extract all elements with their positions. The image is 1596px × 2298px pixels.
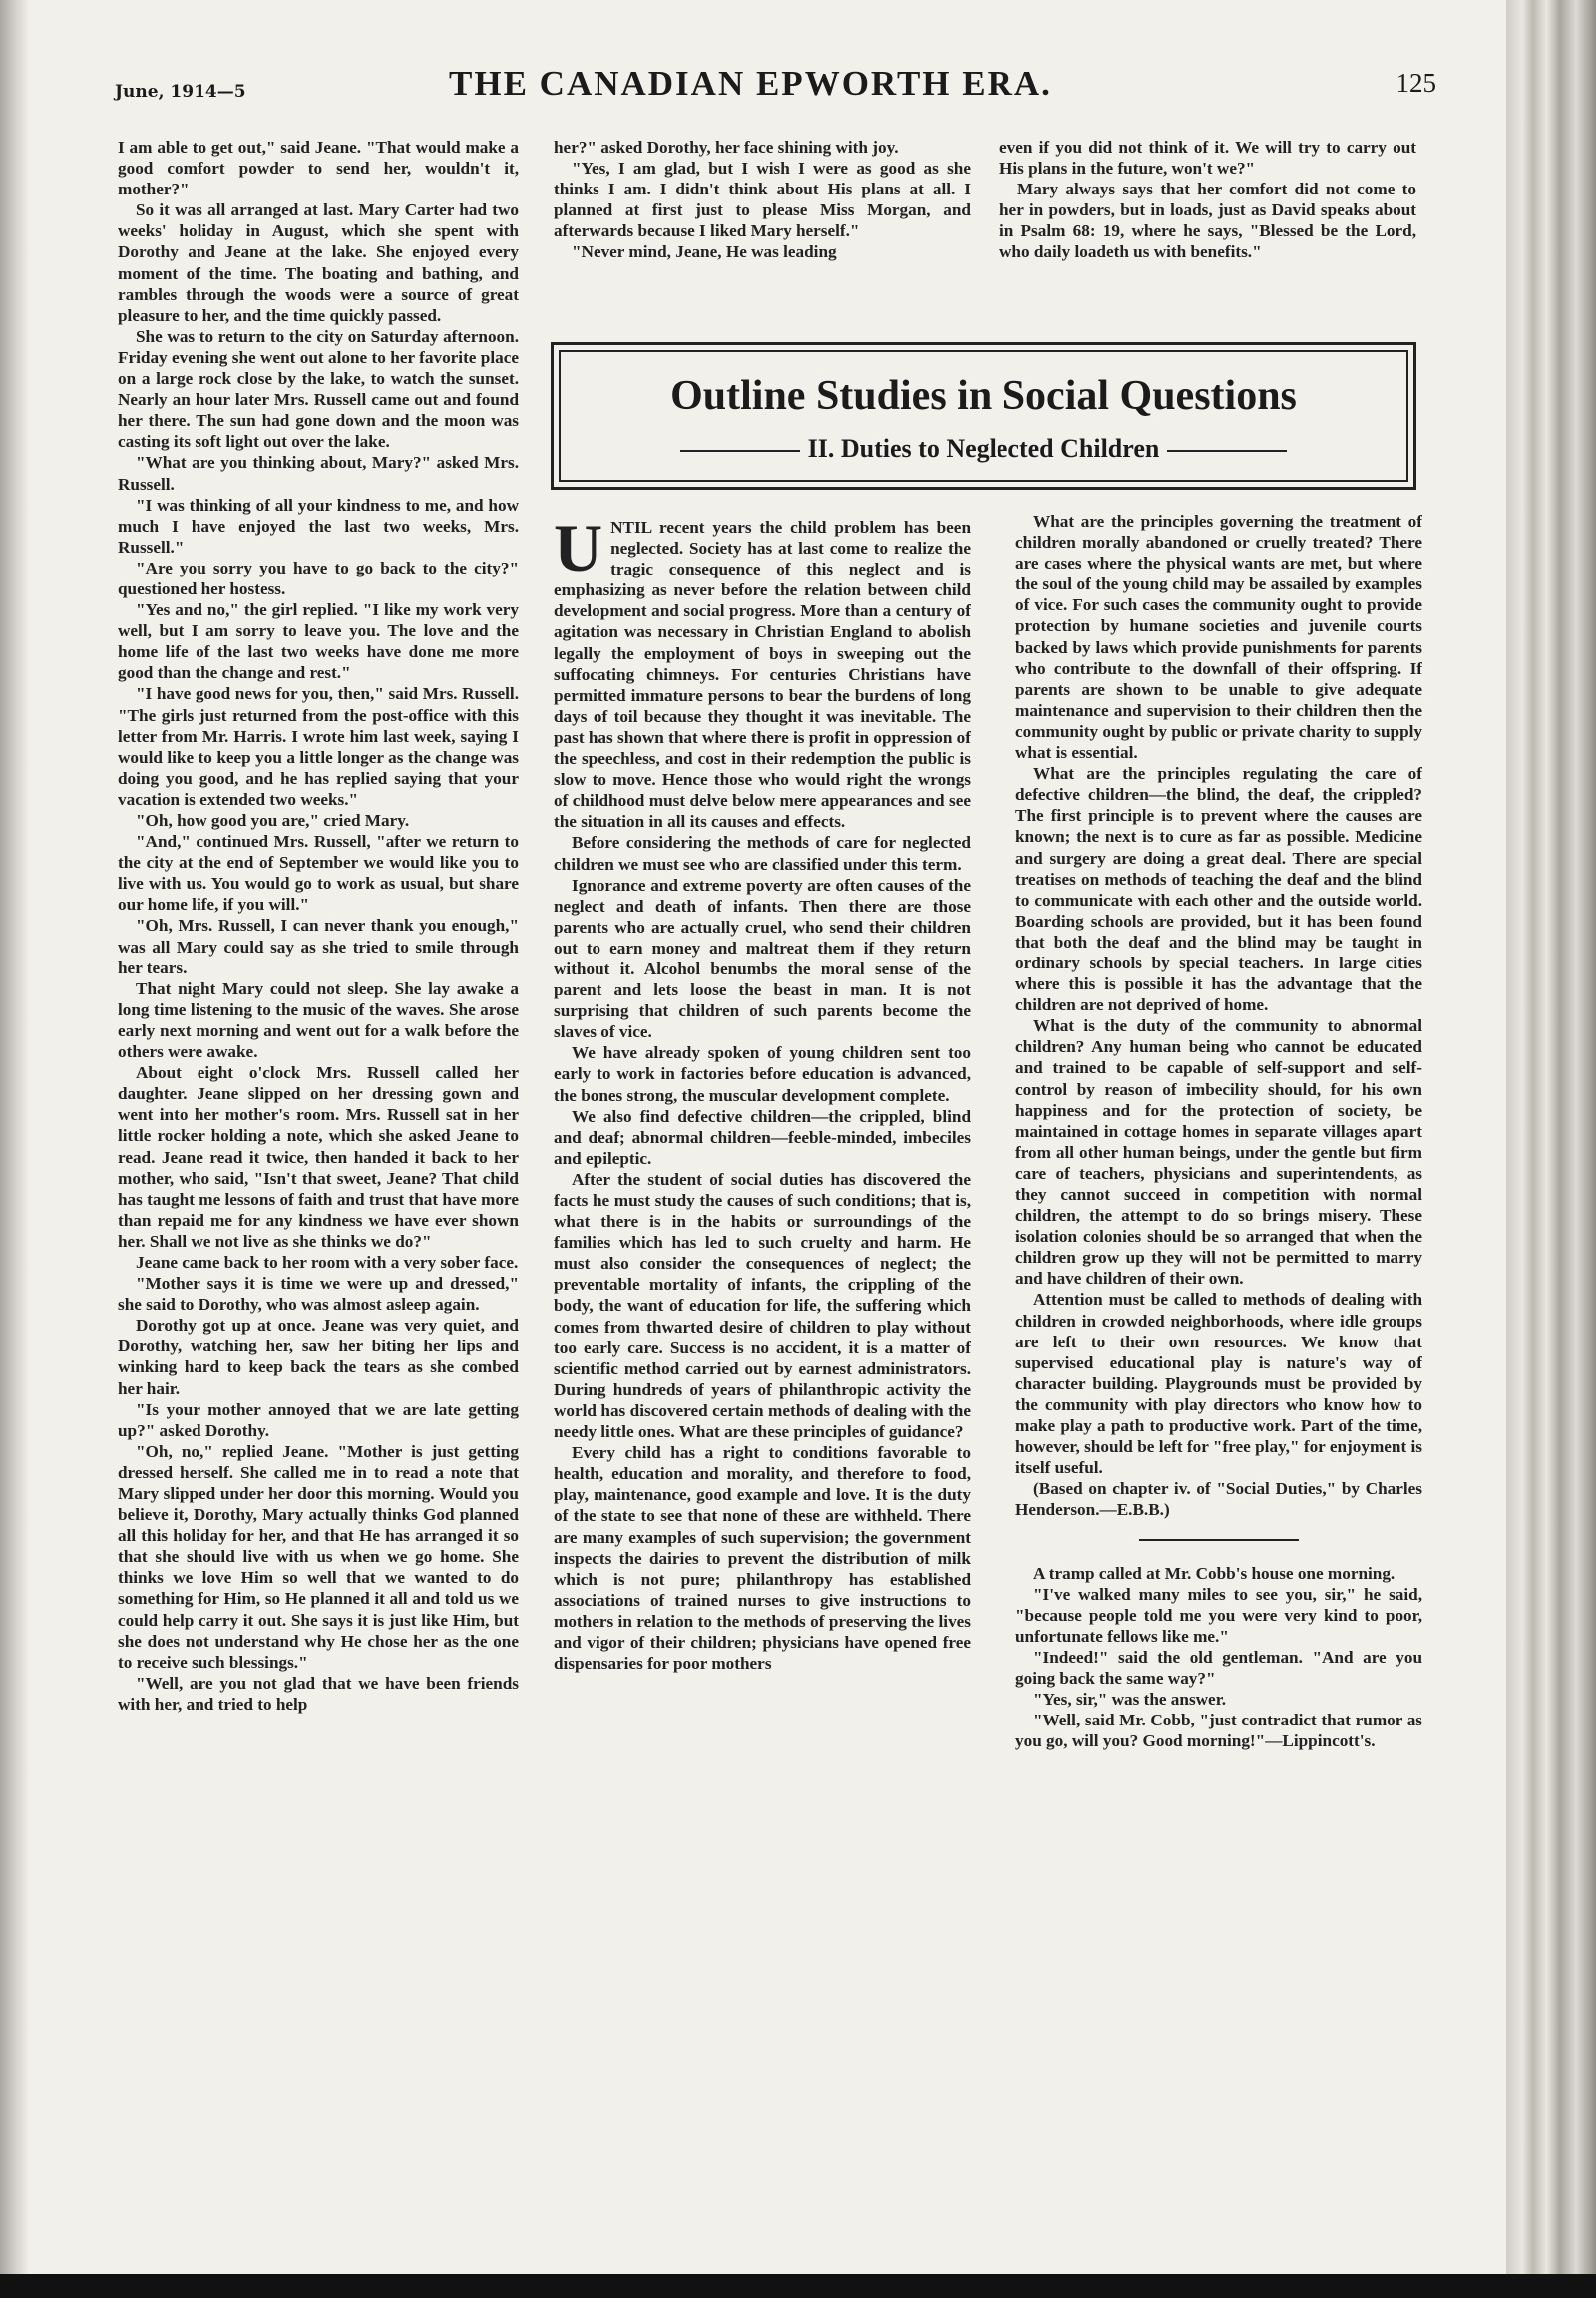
paragraph: "I was thinking of all your kindness to me, and how much I have enjoyed the last two weeks, Mrs. Russell." <box>118 495 519 557</box>
paragraph: What are the principles regulating the care of defective children—the blind, the deaf, the crippled? The first principle is to prevent where the causes are known; the next is to cure as far as possible. Medicine and surgery are doing a great deal. There are special treatises on methods of teaching the deaf and the blind to communicate with each other and the outside world. Boarding schools are provided, but it has been found that both the deaf and the blind may be taught in ordinary schools by special teachers. In large cities where this is possible it has the advantage that the children are not deprived of home. <box>1015 764 1422 1015</box>
subtitle-rule-right <box>1167 450 1287 452</box>
paragraph: Mary always says that her comfort did not come to her in powders, but in loads, just as David speaks about in Psalm 68: 19, where he says, "Blessed be the Lord, who daily loadeth us with benefits." <box>999 180 1416 262</box>
paragraph: "And," continued Mrs. Russell, "after we return to the city at the end of September we would like you to live with us. You would go to work as usual, but share our home life, if you will." <box>118 832 519 915</box>
anecdote-paragraph: A tramp called at Mr. Cobb's house one morning. <box>1033 1563 1396 1583</box>
paragraph: I am able to get out," said Jeane. "That would make a good comfort powder to send her, wouldn't it, mother?" <box>118 138 519 199</box>
paragraph: So it was all arranged at last. Mary Carter had two weeks' holiday in August, which she spent with Dorothy and Jeane at the lake. She enjoyed every moment of the time. The boating and bathing, and rambles through the woods were a source of great pleasure to her, and the time quickly passed. <box>118 200 519 325</box>
drop-cap: U <box>554 517 603 585</box>
paragraph: After the student of social duties has discovered the facts he must study the causes of such conditions; that is, what there is in the habits or surroundings of the families which has led to such cruelty and harm. He must also consider the consequences of neglect; the preventable mortality of infants, the crippling of the body, the want of education for life, the suffering which comes from thwarted desire of children to play without too early care. Success is no accident, it is a matter of scientific method carried out by earnest administrators. During hundreds of years of philanthropic activity the world has discovered certain methods of dealing with the needy little ones. What are these principles of guidance? <box>554 1169 971 1442</box>
paragraph: "Yes and no," the girl replied. "I like my work very well, but I am sorry to leave you. The love and the home life of the last two weeks have done me more good than the change and rest." <box>118 600 519 683</box>
paragraph-text: NTIL recent years the child problem has been neglected. Society has at last come to realize the tragic consequence of this neglect and is emphasizing as never before the relation between child development and social progress. More than a century of agitation was necessary in Christian England to abolish legally the employment of boys in sweeping out the suffocating chimneys. For centuries Christians have permitted immature persons to bear the burdens of long days of toil because they thought it was inevitable. The past has shown that where there is profit in oppression of the speechless, and cost in their redemption the public is slow to move. Hence those who would right the wrongs of childhood must delve below mere appearances and see the situation in all its causes and effects. <box>554 518 971 832</box>
anecdote-paragraph: "I've walked many miles to see you, sir," he said, "because people told me you were very kind to poor, unfortunate fellows like me." <box>1015 1584 1422 1646</box>
paragraph: Attention must be called to methods of dealing with children in crowded neighborhoods, where idle groups are left to their own resources. We know that supervised educational play is nature's way of character building. Playgrounds must be provided by the community with play directors who know how to make play a path to productive work. Part of the time, however, should be left for "free play," for enjoyment is itself useful. <box>1015 1290 1422 1478</box>
paragraph: "Yes, I am glad, but I wish I were as good as she thinks I am. I didn't think about His plans at all. I planned at first just to please Miss Morgan, and afterwards because I liked Mary herself." <box>554 159 971 241</box>
anecdote-paragraph: "Yes, sir," was the answer. <box>1033 1690 1227 1710</box>
title-box-inner-border <box>559 350 1408 482</box>
anecdote-paragraph: "Indeed!" said the old gentleman. "And are you going back the same way?" <box>1015 1647 1422 1688</box>
paragraph: Dorothy got up at once. Jeane was very quiet, and Dorothy, watching her, saw her biting her lips and winking hard to keep back the tears as she combed her hair. <box>118 1316 519 1398</box>
story-column-1 <box>118 137 519 2261</box>
anecdote-paragraph: "Well, said Mr. Cobb, "just contradict that rumor as you go, will you? Good morning!"—Lippincott's. <box>1015 1711 1422 1751</box>
paragraph: "Is your mother annoyed that we are late getting up?" asked Dorothy. <box>118 1399 519 1440</box>
paragraph: Before considering the methods of care for neglected children we must see who are classified under this term. <box>554 833 971 874</box>
paragraph: her?" asked Dorothy, her face shining with joy. <box>554 138 899 157</box>
binding-shadow <box>0 0 30 2298</box>
paragraph: "Are you sorry you have to go back to the city?" questioned her hostess. <box>118 558 519 598</box>
magazine-title: THE CANADIAN EPWORTH ERA. <box>449 64 1052 103</box>
paragraph: About eight o'clock Mrs. Russell called her daughter. Jeane slipped on her dressing gown and went into her mother's room. Mrs. Russell sat in her little rocker holding a note, which she asked Jeane to read. Jeane read it twice, then handed it back to her mother, who said, "Isn't that sweet, Jeane? That child has taught me lessons of faith and trust that have more than repaid me for any kindness we have ever shown her. Shall we not live as she thinks we do?" <box>118 1063 519 1251</box>
source-note: (Based on chapter iv. of "Social Duties," by Charles Henderson.—E.B.B.) <box>1015 1479 1422 1520</box>
article-subtitle-row <box>561 434 1406 464</box>
paragraph: We have already spoken of young children sent too early to work in factories before education is advanced, the bones strong, the muscular development complete. <box>554 1043 971 1105</box>
page-edge <box>1506 0 1596 2298</box>
paragraph: What are the principles governing the treatment of children morally abandoned or cruelly treated? There are cases where the physical wants are met, but where the soul of the young child may be assailed by examples of vice. For such cases the community ought to provide protection by humane societies and juvenile courts backed by laws which provide punishments for parents who contribute to the downfall of their offspring. If parents are shown to be unable to give adequate maintenance and supervision to their children then the community ought by public or private charity to supply what is essential. <box>1015 512 1422 763</box>
article-title-box <box>551 342 1416 490</box>
section-divider <box>1139 1539 1299 1541</box>
story-column-3 <box>999 137 1416 311</box>
paragraph: "Well, are you not glad that we have been friends with her, and tried to help <box>118 1673 519 1714</box>
paragraph: She was to return to the city on Saturday afternoon. Friday evening she went out alone to her favorite place on a large rock close by the lake, to watch the sunset. Nearly an hour later Mrs. Russell came out and found her there. The sun had gone down and the moon was casting its soft light out over the lake. <box>118 326 519 452</box>
paragraph: "Mother says it is time we were up and dressed," she said to Dorothy, who was almost asleep again. <box>118 1274 519 1315</box>
issue-date: June, 1914—5 <box>115 82 246 102</box>
paragraph: That night Mary could not sleep. She lay awake a long time listening to the music of the waves. She arose early next morning and went out for a walk before the others were awake. <box>118 978 519 1062</box>
bottom-shadow <box>0 2274 1596 2298</box>
opening-paragraph <box>554 517 971 832</box>
paragraph: Every child has a right to conditions favorable to health, education and morality, and therefore to food, play, maintenance, good example and love. It is the duty of the state to see that none of these are withheld. There are many examples of such supervision; the government inspects the dairies to prevent the distribution of milk which is not pure; philanthropy has established associations of trained nurses to give instructions to mothers in relation to the methods of preserving the lives and vigor of their children; physicians have opened free dispensaries for poor mothers <box>554 1443 971 1674</box>
paragraph: What is the duty of the community to abnormal children? Any human being who cannot be educated and trained to be capable of self-support and self-control by reason of imbecility should, for his own happiness and for the protection of society, be maintained in cottage homes in separate villages apart from all other human beings, under the gentle but firm care of teachers, physicians and superintendents, as they cannot succeed in competition with normal children, the attempt to do so brings misery. These isolation colonies should be so arranged that when the children grow up they will not be permitted to marry and have children of their own. <box>1015 1016 1422 1289</box>
article-column-1 <box>554 517 971 2232</box>
page-header <box>115 62 1436 112</box>
article-subtitle: II. Duties to Neglected Children <box>807 434 1160 463</box>
subtitle-rule-left <box>680 450 800 452</box>
article-title: Outline Studies in Social Questions <box>670 373 1297 419</box>
paragraph: "Never mind, Jeane, He was leading <box>572 242 837 262</box>
article-column-2 <box>1015 511 1422 2266</box>
paragraph: "I have good news for you, then," said Mrs. Russell. "The girls just returned from the post-office with this letter from Mr. Harris. I wrote him last week, saying I would like to keep you a little longer as the change was doing you good, and he has replied saying that your vacation is extended two weeks." <box>118 684 519 809</box>
paragraph: We also find defective children—the crippled, blind and deaf; abnormal children—feeble-minded, imbeciles and epileptic. <box>554 1106 971 1168</box>
page-number: 125 <box>1396 68 1436 98</box>
paragraph: Ignorance and extreme poverty are often causes of the neglect and death of infants. Then there are those parents who are actually cruel, who send their children out to earn money and maltreat them if they return without it. Alcohol benumbs the moral sense of the parent and lets loose the beast in man. It is not surprising that children of such parents become the slaves of vice. <box>554 875 971 1042</box>
paragraph: even if you did not think of it. We will try to carry out His plans in the future, won't we?" <box>999 138 1416 179</box>
paragraph: "Oh, Mrs. Russell, I can never thank you enough," was all Mary could say as she tried to smile through her tears. <box>118 916 519 977</box>
paragraph: "Oh, no," replied Jeane. "Mother is just getting dressed herself. She called me in to read a note that Mary slipped under her door this morning. Would you believe it, Dorothy, Mary actually thinks God planned all this holiday for her, and that He has arranged it so that she should live with us when we go home. She thinks we love Him so well that we wanted to do something for Him, so He planned it all and told us we could help carry it out. She says it is just like Him, but she does not understand why He chose her as the one to receive such blessings." <box>118 1441 519 1672</box>
paragraph: "What are you thinking about, Mary?" asked Mrs. Russell. <box>118 453 519 494</box>
paragraph: "Oh, how good you are," cried Mary. <box>136 811 410 830</box>
paragraph: Jeane came back to her room with a very sober face. <box>136 1252 519 1272</box>
story-column-2 <box>554 137 971 306</box>
